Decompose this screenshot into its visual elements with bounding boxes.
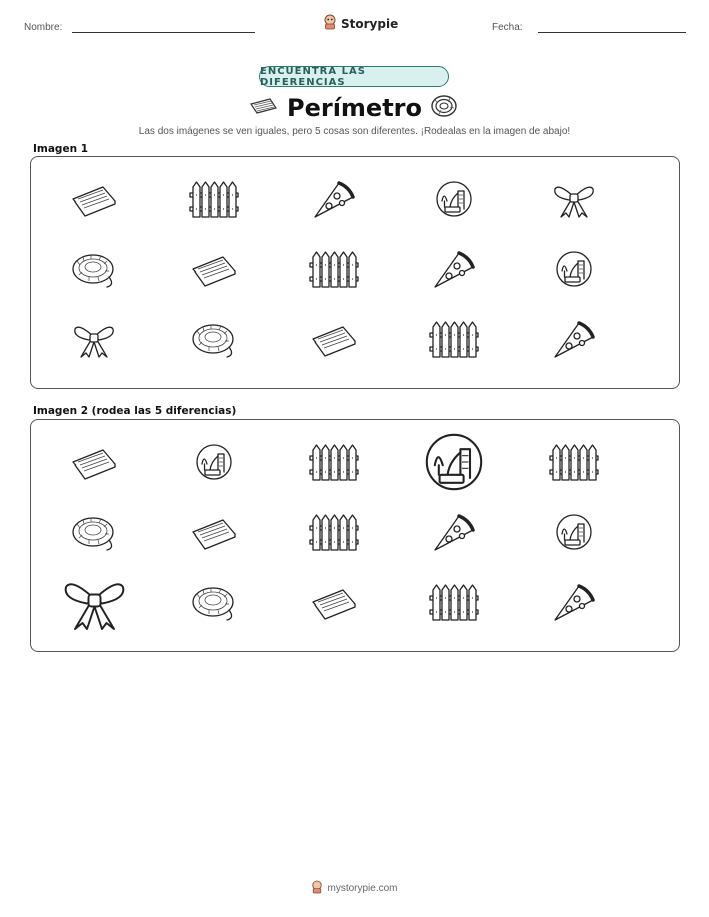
rope-coil-icon: [430, 94, 458, 122]
pie-mascot-icon: [323, 14, 337, 33]
playground-icon[interactable]: [409, 432, 499, 492]
playground-icon[interactable]: [529, 502, 619, 562]
name-label: Nombre:: [24, 22, 63, 33]
image2-panel[interactable]: [30, 419, 680, 652]
playground-icon: [529, 239, 619, 299]
tray-icon: [289, 309, 379, 369]
image2-label: Imagen 2 (rodea las 5 diferencias): [33, 405, 237, 417]
fence-icon: [289, 239, 379, 299]
tray-icon: [169, 239, 259, 299]
playground-icon[interactable]: [169, 432, 259, 492]
date-field-line[interactable]: [538, 32, 686, 33]
pizza-slice-icon: [529, 309, 619, 369]
page-title: Perímetro: [286, 94, 422, 122]
date-label: Fecha:: [492, 22, 523, 33]
image1-panel: [30, 156, 680, 389]
pie-mascot-icon: [311, 880, 323, 897]
pizza-slice-icon[interactable]: [409, 502, 499, 562]
brand-name: Storypie: [341, 16, 399, 31]
tray-icon[interactable]: [169, 502, 259, 562]
playground-icon: [409, 169, 499, 229]
fence-icon[interactable]: [409, 572, 499, 632]
tray-icon[interactable]: [289, 572, 379, 632]
image1-label: Imagen 1: [33, 143, 89, 155]
pizza-slice-icon[interactable]: [529, 572, 619, 632]
rope-coil-icon: [169, 309, 259, 369]
footer-url[interactable]: mystorypie.com: [327, 883, 398, 894]
bow-icon[interactable]: [49, 572, 139, 632]
activity-badge: ENCUENTRA LAS DIFERENCIAS: [259, 66, 449, 87]
name-field-line[interactable]: [72, 32, 255, 33]
rope-coil-icon[interactable]: [169, 572, 259, 632]
tray-icon[interactable]: [49, 432, 139, 492]
fence-icon: [409, 309, 499, 369]
rope-coil-icon[interactable]: [49, 502, 139, 562]
pizza-slice-icon: [409, 239, 499, 299]
pizza-slice-icon: [289, 169, 379, 229]
bow-icon: [529, 169, 619, 229]
bow-icon: [49, 309, 139, 369]
fence-icon[interactable]: [529, 432, 619, 492]
fence-icon: [169, 169, 259, 229]
instructions-text: Las dos imágenes se ven iguales, pero 5 cosas son diferentes. ¡Rodealas en la imagen de abajo!: [138, 126, 571, 137]
rope-coil-icon: [49, 239, 139, 299]
brand-logo: [323, 14, 398, 33]
tray-icon: [49, 169, 139, 229]
fence-icon[interactable]: [289, 502, 379, 562]
footer: [0, 880, 709, 897]
fence-icon[interactable]: [289, 432, 379, 492]
